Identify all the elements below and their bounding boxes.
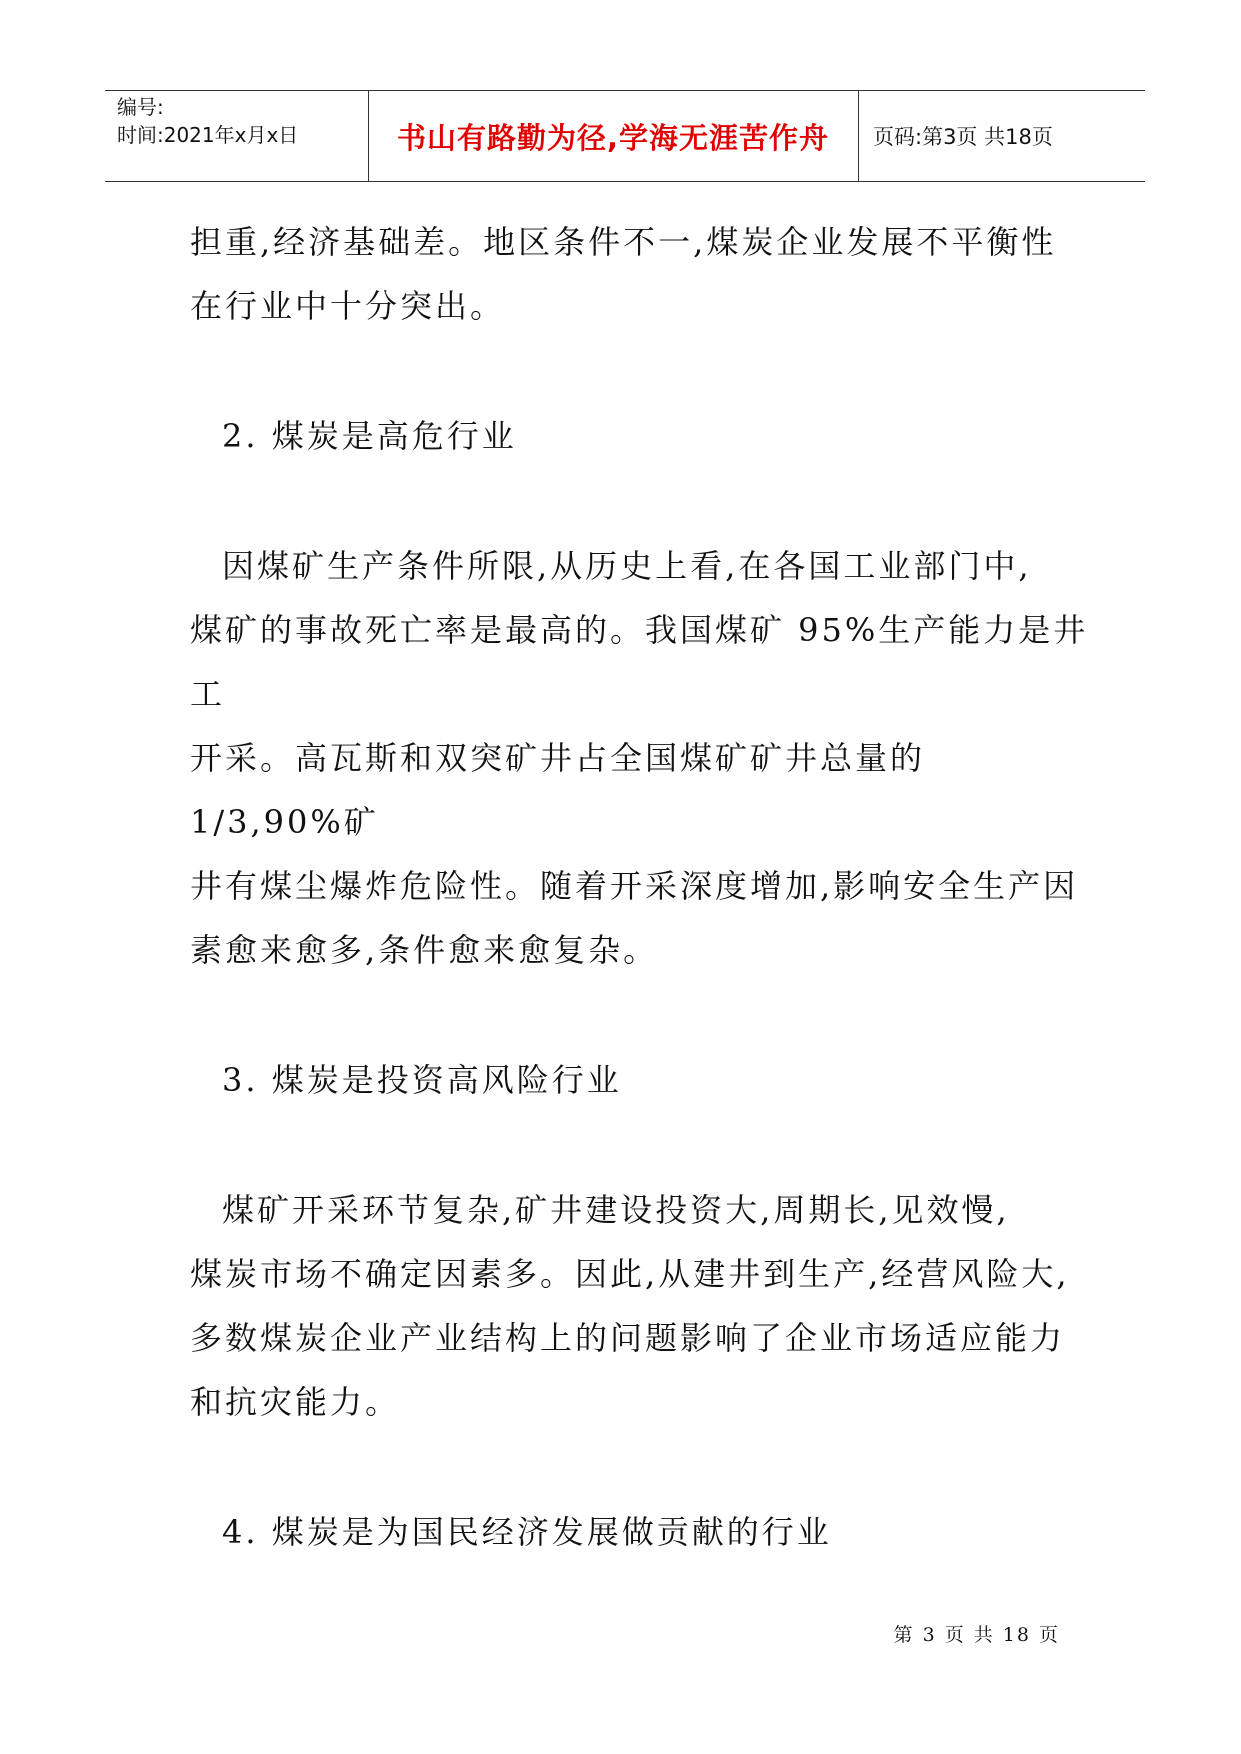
paragraph-1-line-1: 担重,经济基础差。地区条件不一,煤炭企业发展不平衡性 [190,223,1057,261]
header-motto: 书山有路勤为径,学海无涯苦作舟 [396,120,830,155]
header-divider-right [858,91,859,181]
paragraph-3-line-2: 煤炭市场不确定因素多。因此,从建井到生产,经营风险大, [190,1255,1070,1293]
paragraph-3-line-1: 煤矿开采环节复杂,矿井建设投资大,周期长,见效慢, [222,1191,1010,1229]
paragraph-2-line-3: 开采。高瓦斯和双突矿井占全国煤矿矿井总量的 1/3,90%矿 [190,739,926,841]
header-page-label: 页码:第3页 共18页 [873,125,1053,149]
document-body [190,210,1090,1564]
page-footer [0,1620,1241,1647]
paragraph-3-line-4: 和抗灾能力。 [190,1383,401,1421]
paragraph-2-line-4: 井有煤尘爆炸危险性。随着开采深度增加,影响安全生产因 [190,867,1079,905]
paragraph-2-line-2: 煤矿的事故死亡率是最高的。我国煤矿 95%生产能力是井工 [190,611,1089,713]
footer-page-number: 第 3 页 共 18 页 [893,1624,1060,1646]
time-label: 时间:2021年x月x日 [117,123,299,147]
section-heading-3: 3. 煤炭是投资高风险行业 [222,1061,622,1099]
section-heading-2: 2. 煤炭是高危行业 [222,417,517,455]
header-left [117,93,298,149]
paragraph-3-line-3: 多数煤炭企业产业结构上的问题影响了企业市场适应能力 [190,1319,1066,1357]
paragraph-2-line-5: 素愈来愈多,条件愈来愈复杂。 [190,931,659,969]
page-header [105,90,1145,182]
paragraph-2-line-1: 因煤矿生产条件所限,从历史上看,在各国工业部门中, [222,547,1032,585]
section-heading-4: 4. 煤炭是为国民经济发展做贡献的行业 [222,1513,832,1551]
number-label: 编号: [117,95,164,119]
paragraph-1-line-2: 在行业中十分突出。 [190,287,506,325]
